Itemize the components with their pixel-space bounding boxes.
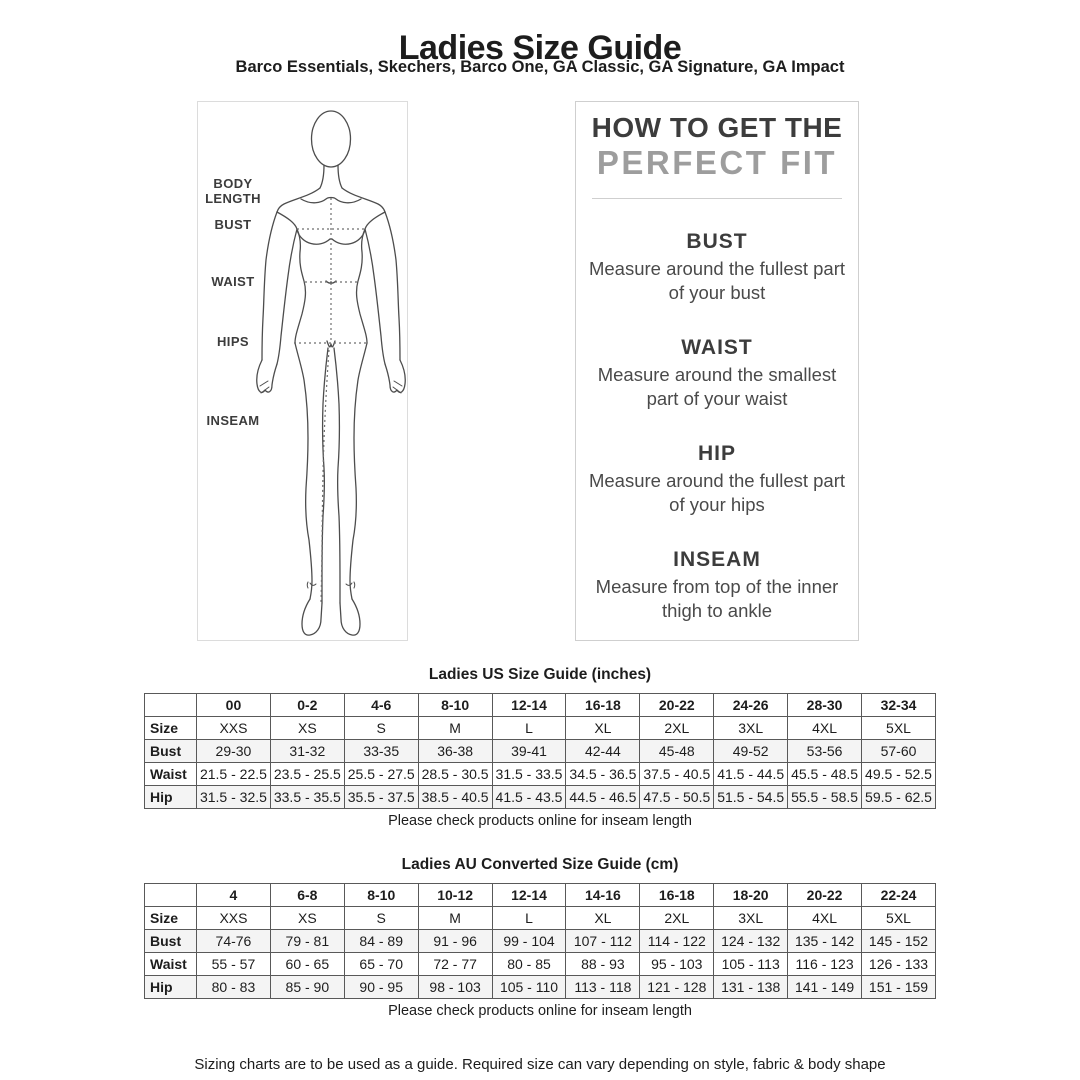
column-header: 20-22 (788, 884, 862, 907)
size-cell: 25.5 - 27.5 (344, 763, 418, 786)
size-cell: 91 - 96 (418, 930, 492, 953)
column-header: 8-10 (344, 884, 418, 907)
size-cell: 23.5 - 25.5 (270, 763, 344, 786)
row-label: Hip (145, 786, 197, 809)
size-cell: S (344, 907, 418, 930)
size-cell: XS (270, 907, 344, 930)
column-header: 22-24 (862, 884, 936, 907)
column-header: 28-30 (788, 694, 862, 717)
fit-section-heading: BUST (686, 230, 748, 254)
size-cell: 59.5 - 62.5 (862, 786, 936, 809)
size-cell: 57-60 (862, 740, 936, 763)
fit-section (576, 230, 858, 305)
fit-panel-title-line2: PERFECT FIT (596, 143, 838, 181)
figure-label-bust: BUST (214, 217, 252, 232)
fit-section (576, 548, 858, 623)
size-cell: 31-32 (270, 740, 344, 763)
size-cell: 135 - 142 (788, 930, 862, 953)
size-cell: XS (270, 717, 344, 740)
size-cell: 80 - 83 (197, 976, 271, 999)
row-label: Size (145, 907, 197, 930)
row-label: Bust (145, 930, 197, 953)
size-cell: 42-44 (566, 740, 640, 763)
size-cell: 5XL (862, 907, 936, 930)
fit-panel-title-line1: HOW TO GET THE (591, 112, 843, 143)
size-cell: 2XL (640, 717, 714, 740)
size-cell: 98 - 103 (418, 976, 492, 999)
table-row (145, 740, 936, 763)
size-cell: XXS (197, 717, 271, 740)
size-cell: 47.5 - 50.5 (640, 786, 714, 809)
figure-label-inseam: INSEAM (206, 413, 260, 428)
size-cell: 107 - 112 (566, 930, 640, 953)
us-size-guide-title: Ladies US Size Guide (inches) (428, 666, 652, 683)
size-cell: 31.5 - 33.5 (492, 763, 566, 786)
size-cell: 72 - 77 (418, 953, 492, 976)
size-cell: 121 - 128 (640, 976, 714, 999)
table-row (145, 786, 936, 809)
size-cell: 31.5 - 32.5 (197, 786, 271, 809)
figure-label-hips: HIPS (217, 334, 249, 349)
column-header: 14-16 (566, 884, 640, 907)
size-cell: 21.5 - 22.5 (197, 763, 271, 786)
fit-section-heading: HIP (697, 442, 736, 466)
column-header: 8-10 (418, 694, 492, 717)
size-cell: 126 - 133 (862, 953, 936, 976)
size-cell: 88 - 93 (566, 953, 640, 976)
column-header: 16-18 (640, 884, 714, 907)
page-subtitle: Barco Essentials, Skechers, Barco One, GA Classic, GA Signature, GA Impact (235, 58, 845, 76)
size-cell: 113 - 118 (566, 976, 640, 999)
column-header: 4 (197, 884, 271, 907)
size-cell: 79 - 81 (270, 930, 344, 953)
size-cell: 45.5 - 48.5 (788, 763, 862, 786)
size-cell: 49-52 (714, 740, 788, 763)
au-size-guide-title: Ladies AU Converted Size Guide (cm) (401, 856, 679, 873)
fit-panel-sections (576, 230, 858, 623)
table-row (145, 976, 936, 999)
size-cell: 65 - 70 (344, 953, 418, 976)
perfect-fit-panel (575, 101, 859, 641)
size-cell: 124 - 132 (714, 930, 788, 953)
size-cell: 141 - 149 (788, 976, 862, 999)
table-row (145, 953, 936, 976)
size-cell: 28.5 - 30.5 (418, 763, 492, 786)
row-label: Waist (145, 763, 197, 786)
size-cell: 44.5 - 46.5 (566, 786, 640, 809)
column-header: 0-2 (270, 694, 344, 717)
size-cell: 145 - 152 (862, 930, 936, 953)
size-cell: 95 - 103 (640, 953, 714, 976)
column-header: 16-18 (566, 694, 640, 717)
figure-label-body-length: BODY LENGTH (205, 176, 261, 207)
size-cell: XL (566, 717, 640, 740)
table-row (145, 763, 936, 786)
column-header (145, 884, 197, 907)
size-cell: 5XL (862, 717, 936, 740)
size-cell: 131 - 138 (714, 976, 788, 999)
fit-section-text: Measure around the smallest part of your waist (597, 364, 837, 410)
size-cell: 116 - 123 (788, 953, 862, 976)
figure-label-waist: WAIST (211, 274, 255, 289)
column-header: 20-22 (640, 694, 714, 717)
fit-section-heading: WAIST (681, 336, 753, 360)
size-cell: 41.5 - 43.5 (492, 786, 566, 809)
size-cell: 99 - 104 (492, 930, 566, 953)
column-header: 4-6 (344, 694, 418, 717)
column-header: 10-12 (418, 884, 492, 907)
body-measurement-figure-box (197, 101, 408, 641)
fit-section-heading: INSEAM (673, 548, 761, 572)
table-header-row (145, 884, 936, 907)
figure-bust-curves (297, 230, 365, 244)
column-header: 00 (197, 694, 271, 717)
column-header: 12-14 (492, 694, 566, 717)
row-label: Size (145, 717, 197, 740)
figure-head (312, 111, 351, 167)
table-row (145, 717, 936, 740)
column-header (145, 694, 197, 717)
us-size-guide-table (144, 693, 936, 809)
size-cell: 33.5 - 35.5 (270, 786, 344, 809)
row-label: Hip (145, 976, 197, 999)
size-cell: 114 - 122 (640, 930, 714, 953)
size-cell: 4XL (788, 907, 862, 930)
au-size-guide-note: Please check products online for inseam length (388, 1003, 692, 1019)
size-cell: 35.5 - 37.5 (344, 786, 418, 809)
size-cell: M (418, 907, 492, 930)
size-cell: 33-35 (344, 740, 418, 763)
size-cell: L (492, 907, 566, 930)
size-cell: 41.5 - 44.5 (714, 763, 788, 786)
size-cell: 53-56 (788, 740, 862, 763)
size-cell: L (492, 717, 566, 740)
size-cell: 29-30 (197, 740, 271, 763)
au-size-guide-table (144, 883, 936, 999)
size-cell: 85 - 90 (270, 976, 344, 999)
size-cell: 3XL (714, 907, 788, 930)
size-cell: 4XL (788, 717, 862, 740)
table-row (145, 907, 936, 930)
size-cell: 39-41 (492, 740, 566, 763)
fit-section-text: Measure around the fullest part of your hips (588, 470, 846, 516)
size-cell: 60 - 65 (270, 953, 344, 976)
table-row (145, 930, 936, 953)
size-cell: 45-48 (640, 740, 714, 763)
au-size-guide-block (144, 856, 936, 1019)
size-cell: XL (566, 907, 640, 930)
size-cell: 3XL (714, 717, 788, 740)
table-header-row (145, 694, 936, 717)
size-cell: 36-38 (418, 740, 492, 763)
column-header: 24-26 (714, 694, 788, 717)
size-cell: 105 - 113 (714, 953, 788, 976)
column-header: 6-8 (270, 884, 344, 907)
fit-panel-divider (592, 198, 842, 199)
size-cell: XXS (197, 907, 271, 930)
row-label: Bust (145, 740, 197, 763)
size-cell: 55 - 57 (197, 953, 271, 976)
column-header: 18-20 (714, 884, 788, 907)
size-cell: 34.5 - 36.5 (566, 763, 640, 786)
fit-section-text: Measure around the fullest part of your bust (588, 258, 846, 304)
us-size-guide-note: Please check products online for inseam length (388, 813, 692, 829)
size-cell: 55.5 - 58.5 (788, 786, 862, 809)
size-cell: 151 - 159 (862, 976, 936, 999)
column-header: 32-34 (862, 694, 936, 717)
column-header: 12-14 (492, 884, 566, 907)
fit-section-text: Measure from top of the inner thigh to ankle (595, 576, 839, 622)
size-cell: 38.5 - 40.5 (418, 786, 492, 809)
size-cell: 90 - 95 (344, 976, 418, 999)
size-cell: 74-76 (197, 930, 271, 953)
us-size-guide-block (144, 666, 936, 829)
row-label: Waist (145, 953, 197, 976)
size-cell: 37.5 - 40.5 (640, 763, 714, 786)
fit-section (576, 442, 858, 517)
page-footer-disclaimer: Sizing charts are to be used as a guide. Required size can vary depending on style, fabric & body shape (194, 1056, 886, 1073)
size-cell: S (344, 717, 418, 740)
fit-section (576, 336, 858, 411)
size-cell: 80 - 85 (492, 953, 566, 976)
size-cell: 84 - 89 (344, 930, 418, 953)
size-cell: M (418, 717, 492, 740)
size-cell: 2XL (640, 907, 714, 930)
page-title: Ladies Size Guide (398, 28, 682, 67)
size-cell: 49.5 - 52.5 (862, 763, 936, 786)
size-cell: 51.5 - 54.5 (714, 786, 788, 809)
size-cell: 105 - 110 (492, 976, 566, 999)
